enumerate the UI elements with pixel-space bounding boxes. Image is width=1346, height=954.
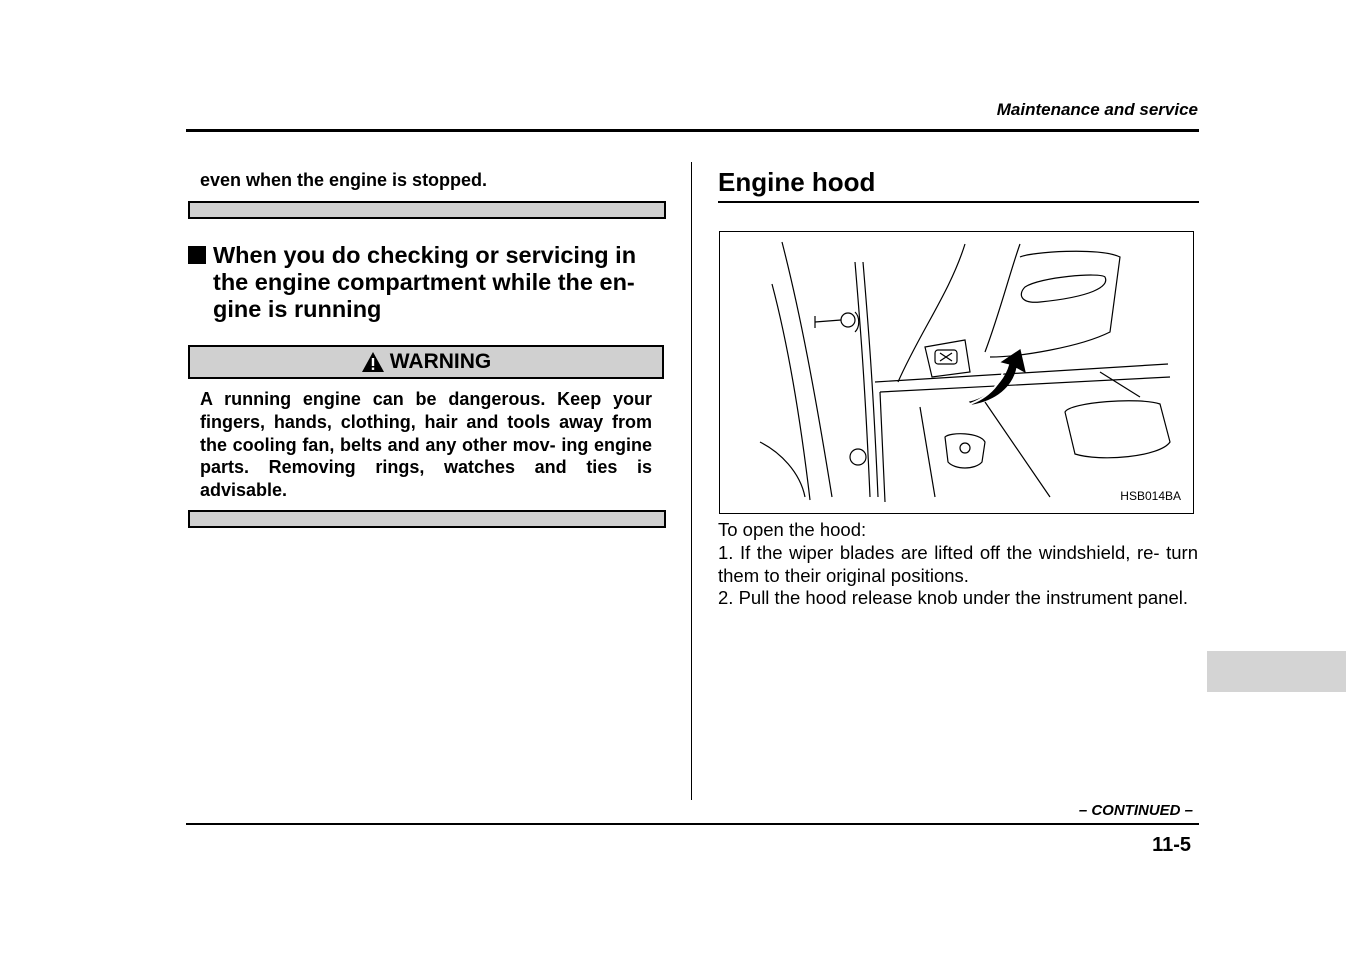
footer-rule (186, 823, 1199, 825)
warning-end-bar-2 (188, 510, 666, 528)
chapter-tab (1207, 651, 1346, 692)
engine-hood-heading: Engine hood (718, 167, 876, 197)
page-number: 11-5 (1152, 834, 1191, 856)
warning-triangle-icon (361, 351, 385, 373)
continued-marker: – CONTINUED – (1078, 802, 1193, 819)
step-2: 2. Pull the hood release knob under the instrument panel. (718, 587, 1189, 609)
continued-warning-text: even when the engine is stopped. (200, 170, 488, 190)
warning-text: A running engine can be dangerous. Keep your fingers, hands, clothing, hair and tools away from the cooling fan, belts and any other mov- ing engine parts. Removing rings, watches and ties is advisable. (200, 389, 652, 501)
heading-bullet-icon (188, 246, 206, 264)
hood-instructions (718, 519, 1198, 610)
warning-end-bar (188, 201, 666, 219)
intro-text: To open the hood: (718, 519, 867, 540)
warning-header (188, 345, 664, 379)
header-rule (186, 129, 1199, 132)
hood-release-illustration (720, 232, 1193, 513)
figure-code: HSB014BA (1120, 489, 1181, 503)
warning-label: WARNING (389, 350, 492, 373)
section-heading (188, 242, 664, 323)
hood-release-figure (719, 231, 1194, 514)
running-header: Maintenance and service (996, 100, 1198, 119)
column-divider (691, 162, 692, 800)
heading-rule (718, 201, 1199, 203)
step-1: 1. If the wiper blades are lifted off the windshield, re- turn them to their original positions. (718, 541, 1198, 586)
section-heading-text: When you do checking or servicing in the engine compartment while the en- gine is running (213, 242, 637, 322)
